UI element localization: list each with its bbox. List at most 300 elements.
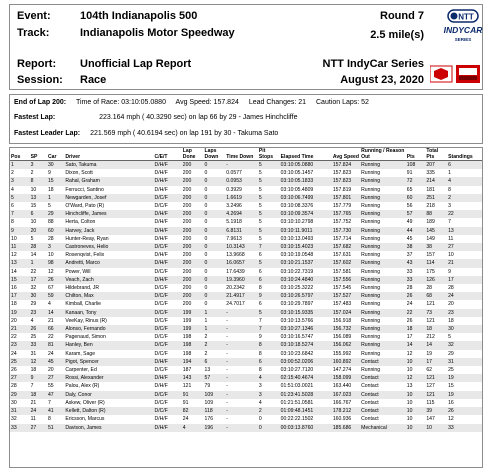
- track-value: Indianapolis Motor Speedway: [80, 27, 235, 39]
- table-cell: 207: [425, 161, 447, 170]
- table-cell: 21: [30, 399, 37, 406]
- table-cell: -: [225, 407, 258, 415]
- table-cell: 147.274: [332, 367, 352, 374]
- table-cell: 25: [10, 358, 30, 366]
- table-cell: Rossi, Alexander: [64, 374, 153, 382]
- table-cell: Contact: [361, 383, 379, 390]
- track-length: 2.5 mile(s): [370, 29, 424, 41]
- table-cell: 157.682: [332, 243, 360, 251]
- table-cell: 8: [47, 416, 51, 423]
- table-cell: Kellett, Dalton (R): [64, 407, 153, 415]
- table-cell: Running: [360, 194, 406, 202]
- table-cell: 143: [182, 374, 204, 382]
- table-cell: 6: [258, 252, 262, 259]
- table-cell: 32: [11, 416, 17, 423]
- table-row: [10, 259, 482, 267]
- table-cell: 24: [406, 301, 413, 308]
- table-cell: Pigot, Spencer: [64, 358, 153, 366]
- table-cell: 12: [448, 416, 454, 423]
- table-cell: 157.527: [332, 292, 360, 300]
- table-cell: 20: [448, 301, 454, 308]
- table-cell: 30: [30, 292, 47, 300]
- table-cell: 10: [406, 391, 426, 399]
- table-cell: D/C/F: [154, 317, 168, 324]
- table-cell: D/H/F: [154, 170, 168, 177]
- table-cell: 03:10:19.0548: [280, 252, 314, 259]
- table-cell: 03:00:52.0206: [280, 358, 332, 366]
- table-cell: 200: [182, 301, 192, 308]
- table-cell: 00:03:13.8760: [280, 424, 332, 432]
- table-row: [10, 341, 482, 349]
- table-cell: 03:10:23.6842: [280, 350, 314, 357]
- table-cell: 37: [406, 252, 413, 259]
- table-cell: 218: [426, 203, 435, 210]
- table-row: [10, 391, 482, 399]
- table-cell: 5: [10, 194, 30, 202]
- table-cell: Veach, Zach: [64, 276, 153, 284]
- table-cell: 6: [258, 358, 280, 366]
- table-cell: 4: [47, 301, 51, 308]
- column-header: Standings: [447, 148, 482, 161]
- table-cell: 158.099: [332, 374, 360, 382]
- table-cell: 51: [47, 424, 64, 432]
- table-cell: 67: [47, 285, 54, 292]
- table-cell: 157.752: [332, 219, 352, 226]
- table-cell: 157.631: [332, 252, 352, 259]
- table-cell: D/C/F: [154, 194, 182, 202]
- table-cell: 166.767: [332, 399, 352, 406]
- table-cell: 68: [425, 292, 447, 300]
- table-cell: 27: [10, 374, 30, 382]
- table-cell: 03:10:08.3376: [280, 203, 314, 210]
- race-date: August 23, 2020: [340, 74, 424, 86]
- table-cell: Rosenqvist, Felix: [65, 252, 105, 259]
- table-cell: 0.0953: [225, 177, 258, 185]
- column-header: Lap Done: [182, 148, 204, 161]
- svg-text:SERIES: SERIES: [454, 37, 472, 42]
- table-cell: 3: [30, 161, 47, 170]
- table-cell: Hunter-Reay, Ryan: [65, 235, 109, 242]
- table-cell: 9: [448, 268, 451, 275]
- table-cell: 18: [30, 367, 37, 374]
- table-cell: 19: [426, 350, 433, 357]
- table-cell: Contact: [361, 416, 379, 423]
- table-cell: 28: [30, 243, 47, 251]
- table-cell: 2: [30, 170, 34, 177]
- table-cell: 12: [47, 268, 54, 275]
- table-cell: O'Ward, Pato (R): [65, 203, 105, 210]
- table-cell: Newgarden, Josef: [64, 194, 153, 202]
- table-cell: D/H/F: [154, 416, 168, 423]
- table-cell: 8: [258, 367, 262, 374]
- table-cell: 03:10:09.3574: [280, 210, 332, 218]
- session-value: Race: [80, 74, 107, 86]
- table-cell: Running: [360, 161, 406, 170]
- table-cell: 187: [182, 367, 192, 374]
- table-cell: 10: [30, 186, 37, 193]
- table-cell: 147: [426, 416, 435, 423]
- table-cell: 1: [10, 161, 30, 170]
- table-cell: 175: [426, 268, 435, 275]
- table-cell: D/H/F: [154, 177, 182, 185]
- table-cell: 200: [182, 177, 204, 185]
- table-cell: 118: [204, 407, 226, 415]
- table-cell: D/H/F: [154, 424, 182, 432]
- column-header: Avg Speed: [332, 148, 360, 161]
- table-cell: 178.212: [332, 407, 360, 415]
- table-cell: 0: [204, 276, 226, 284]
- table-cell: Running: [361, 317, 381, 324]
- table-cell: 26: [447, 407, 482, 415]
- table-cell: 57: [204, 374, 226, 382]
- table-cell: 0: [204, 227, 226, 235]
- table-cell: 25: [30, 334, 37, 341]
- table-cell: 5: [258, 235, 262, 242]
- table-cell: 10: [406, 407, 426, 415]
- table-cell: 108: [406, 161, 426, 170]
- column-header: Pos: [10, 148, 30, 161]
- table-cell: 13: [204, 367, 211, 374]
- table-cell: 15: [10, 276, 30, 284]
- table-cell: 157.801: [332, 194, 360, 202]
- table-row: [10, 284, 482, 292]
- manufacturer-logos-icon: [430, 63, 482, 85]
- table-cell: 62: [426, 367, 433, 374]
- table-cell: 24.7017: [226, 301, 245, 308]
- table-cell: 3: [258, 383, 262, 390]
- table-cell: 200: [182, 186, 192, 193]
- table-cell: 03:10:05.1833: [280, 177, 332, 185]
- table-cell: 41: [47, 407, 64, 415]
- table-cell: 156.089: [332, 334, 352, 341]
- table-cell: Running: [361, 350, 381, 357]
- table-cell: 23: [30, 309, 47, 317]
- table-cell: 4: [30, 317, 34, 324]
- table-cell: 0.0577: [226, 170, 242, 177]
- table-cell: 4: [11, 186, 14, 193]
- table-cell: Mechanical: [360, 424, 406, 432]
- table-cell: 6: [11, 203, 14, 210]
- table-cell: 47: [47, 391, 64, 399]
- table-cell: 30: [447, 325, 482, 333]
- table-cell: Hanley, Ben: [64, 341, 153, 349]
- table-row: [10, 292, 482, 300]
- table-cell: 10.3143: [225, 243, 258, 251]
- table-cell: 5: [258, 259, 280, 267]
- table-cell: -: [225, 341, 258, 349]
- table-cell: 45: [47, 358, 64, 366]
- table-cell: 17: [425, 358, 447, 366]
- table-cell: 157.765: [332, 210, 360, 218]
- table-cell: 03:10:13.0493: [280, 235, 314, 242]
- table-cell: 10: [425, 424, 447, 432]
- fastest-lap-label: Fastest Lap:: [14, 114, 56, 121]
- table-row: [10, 169, 482, 177]
- report-label: Report:: [17, 58, 57, 70]
- table-cell: 157.824: [332, 161, 360, 170]
- table-cell: 7: [258, 317, 262, 324]
- table-cell: 3: [258, 391, 280, 399]
- table-cell: 200: [182, 243, 204, 251]
- table-cell: 45: [406, 235, 413, 242]
- table-cell: 88: [47, 219, 54, 226]
- table-cell: Running: [361, 301, 381, 308]
- table-cell: 20: [11, 317, 17, 324]
- table-cell: 6: [258, 268, 262, 275]
- table-cell: 66: [47, 325, 64, 333]
- table-cell: 2: [258, 407, 280, 415]
- table-cell: 10: [11, 235, 17, 242]
- table-cell: D/H/F: [154, 210, 182, 218]
- table-row: [10, 177, 482, 185]
- table-row: [10, 333, 482, 341]
- table-cell: 24: [30, 407, 47, 415]
- table-cell: -: [225, 374, 258, 382]
- table-row: [10, 186, 482, 194]
- table-cell: 01:23:41.5028: [280, 391, 332, 399]
- table-row: [10, 374, 482, 382]
- table-cell: 28: [47, 235, 54, 242]
- table-cell: 59: [47, 292, 64, 300]
- table-cell: 121: [425, 374, 447, 382]
- table-cell: -: [226, 350, 228, 357]
- table-cell: D/C/F: [154, 292, 182, 300]
- table-cell: 0: [204, 292, 226, 300]
- table-cell: -: [226, 399, 228, 406]
- table-cell: D/C/F: [154, 309, 182, 317]
- table-cell: 1.6619: [225, 194, 258, 202]
- table-cell: 200: [182, 268, 192, 275]
- table-cell: -: [226, 367, 228, 374]
- table-cell: 28: [448, 285, 454, 292]
- table-cell: 200: [182, 235, 192, 242]
- table-cell: Contact: [360, 391, 406, 399]
- table-cell: -: [225, 391, 258, 399]
- table-body: [10, 161, 482, 432]
- table-cell: 155.992: [332, 350, 352, 357]
- table-cell: 15: [448, 383, 454, 390]
- table-cell: 0: [204, 161, 226, 170]
- table-cell: 6.8131: [225, 227, 258, 235]
- table-cell: 21: [447, 259, 482, 267]
- table-cell: D/H/F: [154, 383, 168, 390]
- table-cell: 03:10:11.9011: [280, 227, 332, 235]
- table-cell: 03:10:13.5766: [280, 317, 314, 324]
- table-cell: 156.062: [332, 341, 360, 349]
- table-cell: Running: [361, 235, 381, 242]
- table-cell: 157.024: [332, 309, 360, 317]
- table-cell: Running: [361, 203, 381, 210]
- table-cell: 0: [204, 285, 208, 292]
- table-cell: 1: [204, 325, 226, 333]
- table-cell: 29: [30, 301, 37, 308]
- table-cell: 03:10:15.4023: [280, 243, 332, 251]
- table-cell: Running: [361, 170, 381, 177]
- table-cell: 0: [204, 235, 208, 242]
- table-cell: 1: [30, 259, 47, 267]
- table-cell: 22: [406, 309, 426, 317]
- table-cell: -: [225, 358, 258, 366]
- table-cell: 0: [204, 219, 208, 226]
- table-cell: 5: [258, 177, 280, 185]
- table-cell: 2: [447, 194, 482, 202]
- table-cell: Palou, Alex (R): [65, 383, 100, 390]
- table-cell: 17: [10, 292, 30, 300]
- table-cell: 198: [182, 341, 204, 349]
- table-cell: 145: [425, 227, 447, 235]
- table-cell: 214: [425, 177, 447, 185]
- table-cell: Running: [361, 252, 381, 259]
- table-cell: 109: [204, 399, 214, 406]
- table-cell: 18: [448, 317, 454, 324]
- table-cell: 03:10:16.5747: [280, 334, 314, 341]
- table-cell: 28: [406, 285, 413, 292]
- report-header: [9, 4, 483, 90]
- event-label: Event:: [17, 10, 51, 22]
- table-cell: Harvey, Jack: [64, 227, 153, 235]
- table-cell: 21: [47, 317, 54, 324]
- table-cell: 5: [30, 235, 34, 242]
- table-cell: 13: [30, 194, 47, 202]
- table-cell: 16: [11, 285, 17, 292]
- table-cell: 18: [11, 301, 17, 308]
- table-row: [10, 218, 482, 226]
- table-cell: D/C/F: [154, 325, 182, 333]
- table-cell: 7: [258, 243, 280, 251]
- table-cell: 19: [447, 391, 482, 399]
- caution-laps: Caution Laps: 52: [316, 99, 369, 106]
- table-row: [10, 227, 482, 235]
- table-cell: Running: [360, 210, 406, 218]
- table-cell: 163.440: [332, 383, 352, 390]
- table-cell: 03:10:15.9335: [280, 309, 332, 317]
- table-cell: 11: [10, 243, 30, 251]
- table-cell: 15: [30, 203, 37, 210]
- table-cell: 5.1918: [226, 219, 242, 226]
- table-cell: 31: [10, 407, 30, 415]
- table-row: [10, 317, 482, 325]
- table-cell: 43: [406, 259, 426, 267]
- table-cell: 21.4917: [225, 292, 258, 300]
- table-cell: 200: [182, 276, 204, 284]
- table-cell: 212: [426, 334, 435, 341]
- table-cell: 18: [30, 391, 47, 399]
- table-cell: Daly, Conor: [64, 391, 153, 399]
- table-cell: 126: [425, 276, 447, 284]
- table-cell: 199: [182, 325, 204, 333]
- table-cell: 121: [425, 391, 447, 399]
- table-row: [10, 251, 482, 259]
- table-cell: Running: [360, 276, 406, 284]
- table-cell: 14: [47, 309, 64, 317]
- table-cell: D/H/F: [154, 252, 168, 259]
- table-cell: 03:10:27.1346: [280, 325, 332, 333]
- table-cell: D/C/F: [154, 301, 168, 308]
- table-cell: 160.936: [332, 416, 352, 423]
- table-cell: 20.2342: [226, 285, 245, 292]
- table-cell: 17: [30, 276, 47, 284]
- race-summary: [9, 94, 483, 144]
- table-cell: 91: [406, 170, 413, 177]
- table-cell: 10: [448, 252, 454, 259]
- table-cell: Running: [360, 325, 406, 333]
- table-cell: 91: [182, 399, 189, 406]
- table-cell: Running: [360, 177, 406, 185]
- table-row: [10, 194, 482, 202]
- table-cell: Alonso, Fernando: [64, 325, 153, 333]
- table-cell: 26: [47, 276, 64, 284]
- table-cell: 10: [30, 219, 37, 226]
- table-cell: 44: [406, 227, 426, 235]
- table-cell: 13.9668: [226, 252, 245, 259]
- table-cell: 160.892: [332, 358, 360, 366]
- table-row: [10, 407, 482, 415]
- table-cell: 24: [182, 416, 189, 423]
- table-cell: 12: [406, 350, 413, 357]
- table-cell: 16.0657: [225, 259, 258, 267]
- table-cell: 25: [448, 367, 454, 374]
- column-header: Running / Reason Out: [361, 148, 405, 160]
- table-cell: D/H/F: [154, 161, 182, 170]
- column-header: Pit Stops: [258, 148, 280, 161]
- table-cell: 01:51:03.0021: [280, 383, 314, 390]
- table-cell: D/H/F: [154, 276, 182, 284]
- column-header: Driver: [64, 148, 153, 161]
- table-cell: -: [225, 325, 258, 333]
- table-cell: 55: [47, 383, 54, 390]
- table-cell: 0: [204, 259, 226, 267]
- table-cell: 24: [11, 350, 17, 357]
- end-of-lap-label: End of Lap 200:: [14, 99, 67, 106]
- table-cell: 2: [204, 334, 208, 341]
- table-cell: Davison, James: [64, 424, 153, 432]
- table-cell: 2: [204, 341, 226, 349]
- table-cell: 01:09:48.1451: [280, 407, 332, 415]
- table-cell: -: [226, 416, 228, 423]
- table-row: [10, 424, 482, 432]
- table-cell: 4: [258, 399, 262, 406]
- table-cell: 18: [406, 325, 426, 333]
- table-cell: 121: [182, 383, 192, 390]
- table-cell: 28: [11, 383, 17, 390]
- table-cell: Ericsson, Marcus: [65, 416, 105, 423]
- table-cell: 6: [447, 161, 482, 170]
- table-cell: Karam, Sage: [65, 350, 96, 357]
- table-cell: 6: [204, 358, 226, 366]
- table-cell: 13: [10, 259, 30, 267]
- table-cell: 157.714: [332, 235, 352, 242]
- table-cell: D/C/F: [154, 243, 182, 251]
- table-cell: 185.686: [332, 424, 360, 432]
- table-cell: Contact: [360, 407, 406, 415]
- table-row: [10, 268, 482, 276]
- table-cell: 5: [258, 210, 280, 218]
- table-cell: 72: [406, 177, 426, 185]
- table-cell: -: [225, 424, 258, 432]
- table-cell: 8: [258, 350, 262, 357]
- table-cell: 10: [406, 416, 413, 423]
- table-cell: 19: [10, 309, 30, 317]
- table-cell: 60: [406, 194, 426, 202]
- table-row: [10, 309, 482, 317]
- table-cell: 189: [426, 219, 435, 226]
- table-cell: 13: [447, 227, 482, 235]
- table-cell: 0: [258, 416, 262, 423]
- table-cell: 98: [47, 259, 64, 267]
- table-cell: 7.9613: [226, 235, 242, 242]
- table-cell: D/C/F: [154, 367, 168, 374]
- table-cell: 121: [426, 317, 435, 324]
